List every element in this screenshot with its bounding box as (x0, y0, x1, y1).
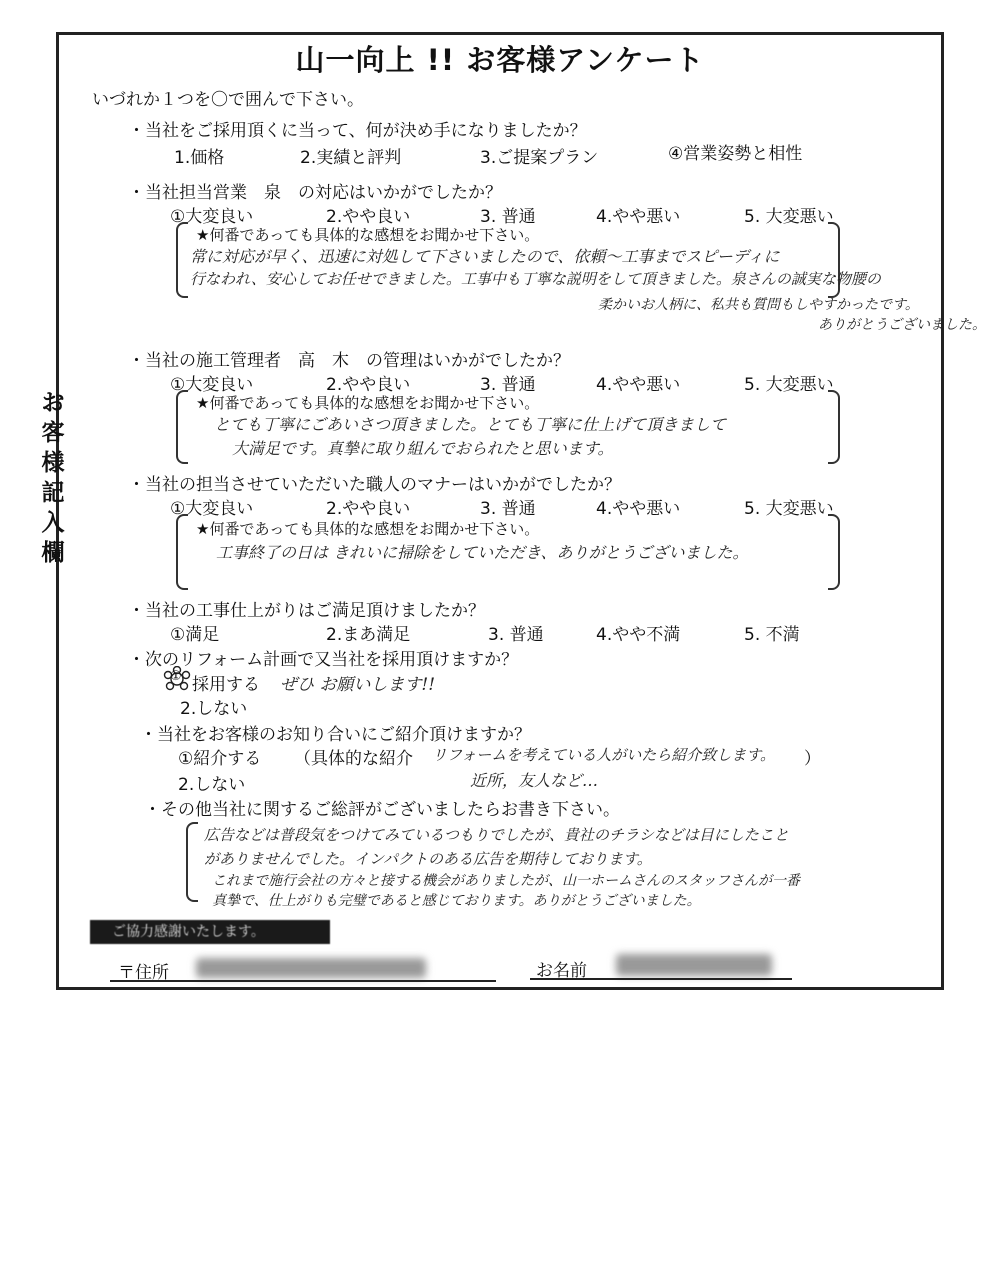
q3-comment-line-1[interactable]: とても丁寧にごあいさつ頂きました。とても丁寧に仕上げて頂きまして (214, 415, 727, 434)
question-1: ・当社をご採用頂くに当って、何が決め手になりましたか？ (128, 121, 587, 141)
q1-option-4-selected[interactable]: ④営業姿勢と相性 (668, 144, 803, 164)
survey-title: 山一向上 !! お客様アンケート (295, 43, 705, 77)
q7-detail-label: （具体的な紹介 (294, 749, 413, 769)
q3-bracket-left (176, 390, 188, 464)
q7-detail-close: ） (804, 749, 821, 769)
q3-option-3[interactable]: 3. 普通 (480, 375, 536, 395)
question-3: ・当社の施工管理者 高 木 の管理はいかがでしたか？ (128, 351, 570, 371)
q2-option-5[interactable]: 5. 大変悪い (744, 207, 834, 227)
q2-prompt: ★何番であっても具体的な感想をお聞かせ下さい。 (196, 226, 540, 244)
q5-option-5[interactable]: 5. 不満 (744, 625, 800, 645)
q2-comment-line-2[interactable]: 行なわれ、安心してお任せできました。工事中も丁寧な説明をして頂きました。泉さんの誠実な物腰の (190, 270, 881, 288)
q6-option-1-number: ① (170, 669, 182, 684)
q5-option-2[interactable]: 2.まあ満足 (326, 625, 411, 645)
instruction-text: いづれか１つを〇で囲んで下さい。 (92, 90, 364, 110)
name-underline (530, 978, 792, 980)
q2-option-4[interactable]: 4.やや悪い (596, 207, 681, 227)
address-label: 〒住所 (118, 963, 169, 983)
q4-option-2[interactable]: 2.やや良い (326, 499, 411, 519)
name-redacted (616, 954, 772, 976)
q8-bracket-left (186, 822, 198, 902)
name-label: お名前 (536, 961, 587, 981)
q1-option-1[interactable]: 1.価格 (174, 148, 225, 168)
q3-option-5[interactable]: 5. 大変悪い (744, 375, 834, 395)
q4-bracket-right (828, 514, 840, 590)
q2-option-1-selected[interactable]: ①大変良い (170, 207, 254, 227)
thanks-banner: ご協力感謝いたします。 (90, 920, 330, 944)
q5-option-4[interactable]: 4.やや不満 (596, 625, 681, 645)
question-2: ・当社担当営業 泉 の対応はいかがでしたか？ (128, 183, 502, 203)
q4-option-5[interactable]: 5. 大変悪い (744, 499, 834, 519)
q7-option-1-selected[interactable]: ①紹介する (178, 749, 262, 769)
q2-comment-line-3[interactable]: 柔かいお人柄に、私共も質問もしやすかったです。 (598, 297, 919, 313)
q3-comment-line-2[interactable]: 大満足です。真摯に取り組んでおられたと思います。 (232, 439, 614, 458)
q4-option-1-selected[interactable]: ①大変良い (170, 499, 254, 519)
q8-comment-line-3[interactable]: これまで施行会社の方々と接する機会がありましたが、山一ホームさんのスタッフさんが一番 (212, 873, 800, 889)
question-5: ・当社の工事仕上がりはご満足頂けましたか？ (128, 601, 485, 621)
q4-comment-line-1[interactable]: 工事終了の日は きれいに掃除をしていただき、ありがとうございました。 (216, 543, 749, 562)
q2-comment-line-4[interactable]: ありがとうございました。 (818, 317, 986, 333)
question-7: ・当社をお客様のお知り合いにご紹介頂けますか？ (140, 725, 531, 745)
q3-prompt: ★何番であっても具体的な感想をお聞かせ下さい。 (196, 394, 540, 412)
q3-option-2[interactable]: 2.やや良い (326, 375, 411, 395)
q8-comment-line-1[interactable]: 広告などは普段気をつけてみているつもりでしたが、貴社のチラシなどは目にしたこと (204, 826, 789, 844)
q7-detail-comment[interactable]: リフォームを考えている人がいたら紹介致します。 (432, 746, 776, 764)
q8-comment-line-2[interactable]: がありませんでした。インパクトのある広告を期待しております。 (204, 850, 652, 868)
q2-comment-line-1[interactable]: 常に対応が早く、迅速に対処して下さいましたので、依頼～工事までスピーディに (190, 247, 780, 266)
q3-bracket-right (828, 390, 840, 464)
question-8: ・その他当社に関するご総評がございましたらお書き下さい。 (144, 800, 620, 820)
q8-comment-line-4[interactable]: 真摯で、仕上がりも完璧であると感じております。ありがとうございました。 (212, 893, 701, 909)
q3-option-4[interactable]: 4.やや悪い (596, 375, 681, 395)
q4-prompt: ★何番であっても具体的な感想をお聞かせ下さい。 (196, 520, 540, 538)
q3-option-1-selected[interactable]: ①大変良い (170, 375, 254, 395)
q7-option-2[interactable]: 2.しない (178, 775, 246, 795)
q6-option-2[interactable]: 2.しない (180, 699, 248, 719)
q2-option-2[interactable]: 2.やや良い (326, 207, 411, 227)
q1-option-2[interactable]: 2.実績と評判 (300, 148, 402, 168)
q7-option-2-comment[interactable]: 近所，友人など… (470, 771, 599, 790)
customer-entry-label: お 客 様 記 入 欄 (41, 390, 65, 566)
address-redacted (196, 958, 426, 978)
q2-option-3[interactable]: 3. 普通 (480, 207, 536, 227)
question-4: ・当社の担当させていただいた職人のマナーはいかがでしたか？ (128, 475, 621, 495)
q5-option-1-selected[interactable]: ①満足 (170, 625, 220, 645)
q2-bracket-left (176, 222, 188, 298)
question-6: ・次のリフォーム計画で又当社を採用頂けますか？ (128, 650, 519, 670)
q5-option-3[interactable]: 3. 普通 (488, 625, 544, 645)
address-underline (110, 980, 496, 982)
q6-comment[interactable]: ぜひ お願いします!! (280, 675, 436, 695)
q6-option-1-selected[interactable]: 採用する (192, 675, 260, 695)
q4-bracket-left (176, 514, 188, 590)
q4-option-3[interactable]: 3. 普通 (480, 499, 536, 519)
q4-option-4[interactable]: 4.やや悪い (596, 499, 681, 519)
q1-option-3[interactable]: 3.ご提案プラン (480, 148, 599, 168)
